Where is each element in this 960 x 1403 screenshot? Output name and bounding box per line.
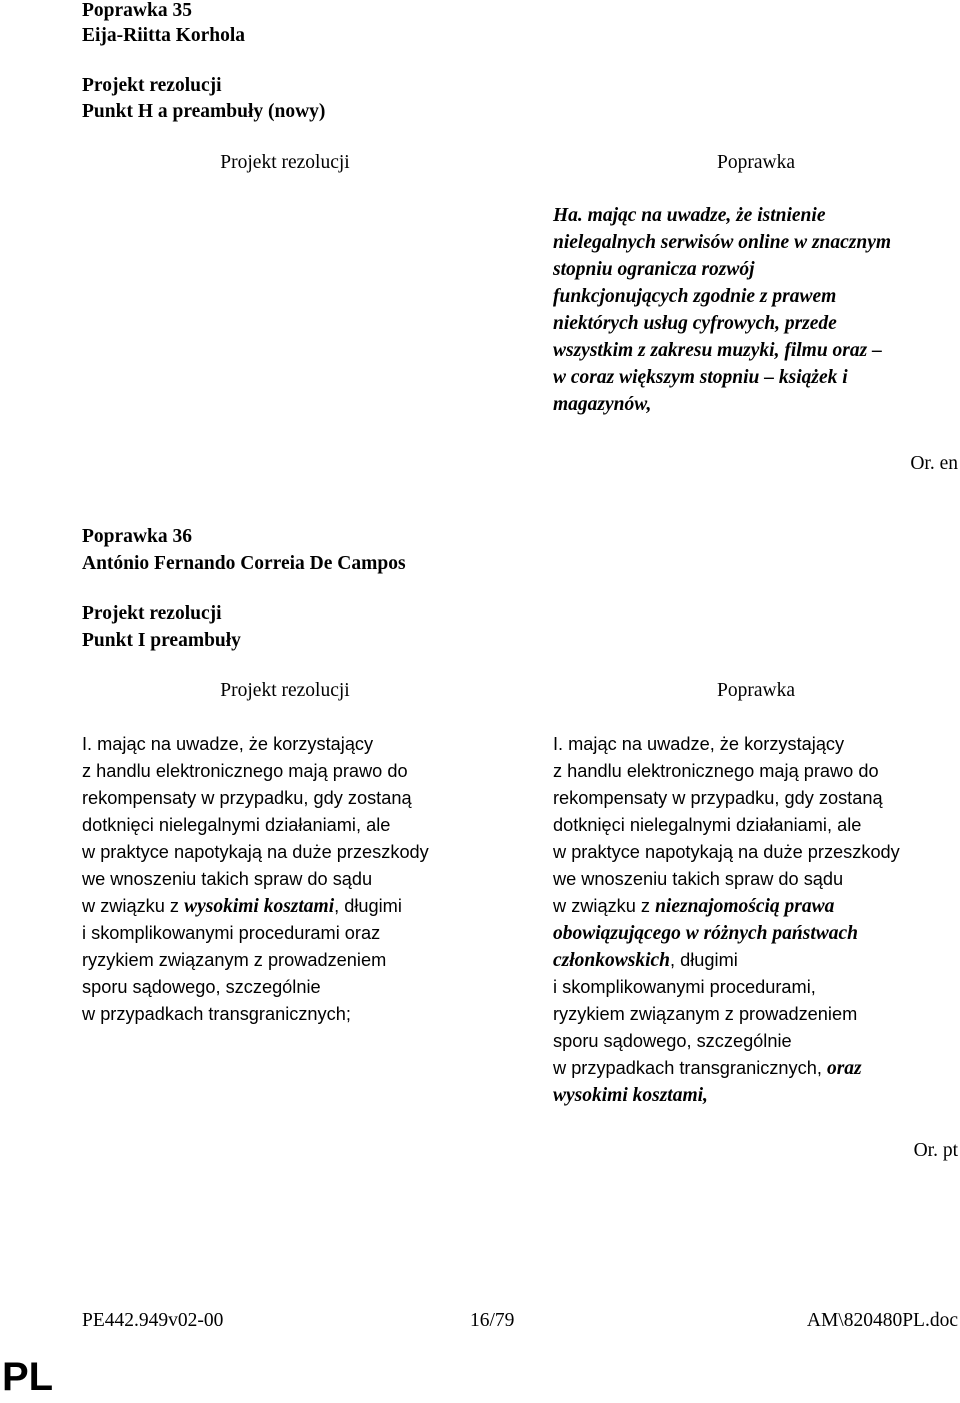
emphasised-text: wysokimi kosztami (184, 896, 335, 917)
amendment-36-original-language: Or. pt (913, 1140, 958, 1161)
text-segment: we wnoszeniu takich spraw do sądu (553, 869, 844, 889)
amendment-35-number: Poprawka 35 (82, 0, 192, 21)
amendment-36-amended-text (553, 731, 900, 1109)
text-segment: ryzykiem związanym z prowadzeniem (82, 950, 387, 970)
amendment-36-original-text (82, 731, 429, 1028)
amendment-36-left-column-heading: Projekt rezolucji (220, 680, 350, 701)
amendment-35-left-column-heading: Projekt rezolucji (220, 152, 350, 173)
footer-page-number: 16/79 (470, 1310, 515, 1331)
text-line (553, 785, 900, 812)
text-line (553, 839, 900, 866)
text-line (82, 947, 429, 974)
text-segment: i skomplikowanymi procedurami oraz (82, 923, 381, 943)
text-line (82, 893, 429, 920)
text-line (82, 1001, 429, 1028)
text-segment: z handlu elektronicznego mają prawo do (82, 761, 408, 781)
emphasised-text: wysokimi kosztami, (553, 1085, 708, 1106)
footer-file-name: AM\820480PL.doc (806, 1310, 958, 1331)
amendment-35-point: Punkt H a preambuły (nowy) (82, 101, 326, 122)
text-segment: w przypadkach transgranicznych; (82, 1004, 351, 1024)
text-segment: dotknięci nielegalnymi działaniami, ale (553, 815, 862, 835)
text-line (553, 947, 900, 974)
text-line (82, 758, 429, 785)
text-line: niektórych usług cyfrowych, przede (553, 313, 837, 334)
text-line (553, 893, 900, 920)
emphasised-text: oraz (826, 1058, 862, 1079)
text-line (553, 1055, 900, 1082)
text-line (553, 812, 900, 839)
amendment-35-amended-text (553, 202, 891, 418)
text-line (553, 920, 900, 947)
text-segment: I. mając na uwadze, że korzystający (553, 734, 845, 754)
text-segment: w związku z (553, 896, 656, 916)
emphasised-text: członkowskich (553, 950, 671, 971)
amendment-36-right-column-heading: Poprawka (717, 680, 795, 701)
text-line: nielegalnych serwisów online w znacznym (553, 232, 892, 253)
text-line (553, 974, 900, 1001)
amendment-36-doc: Projekt rezolucji (82, 603, 222, 624)
text-line (82, 812, 429, 839)
text-line (82, 785, 429, 812)
text-line (553, 866, 900, 893)
text-segment: rekompensaty w przypadku, gdy zostaną (82, 788, 412, 808)
amendment-36-number: Poprawka 36 (82, 526, 192, 547)
text-line (82, 866, 429, 893)
text-segment: rekompensaty w przypadku, gdy zostaną (553, 788, 883, 808)
text-segment: w związku z (82, 896, 185, 916)
text-line (82, 839, 429, 866)
text-segment: ryzykiem związanym z prowadzeniem (553, 1004, 858, 1024)
text-line: Ha. mając na uwadze, że istnienie (553, 205, 826, 226)
text-line (553, 731, 900, 758)
amendment-36-author: António Fernando Correia De Campos (82, 553, 406, 574)
text-line: funkcjonujących zgodnie z prawem (553, 286, 837, 307)
text-segment: , długimi (670, 950, 738, 970)
text-segment: I. mając na uwadze, że korzystający (82, 734, 374, 754)
emphasised-text: obowiązującego w różnych państwach (553, 923, 859, 944)
amendment-35-original-language: Or. en (910, 453, 958, 474)
amendment-35-author: Eija-Riitta Korhola (82, 25, 246, 46)
text-segment: sporu sądowego, szczególnie (82, 977, 321, 997)
text-segment: w praktyce napotykają na duże przeszkody (553, 842, 900, 862)
text-line: magazynów, (553, 394, 652, 415)
text-line (82, 920, 429, 947)
amendment-35-doc: Projekt rezolucji (82, 75, 222, 96)
text-line (553, 1001, 900, 1028)
amendment-35-right-column-heading: Poprawka (717, 152, 795, 173)
text-segment: dotknięci nielegalnymi działaniami, ale (82, 815, 391, 835)
text-segment: w przypadkach transgranicznych, (553, 1058, 827, 1078)
text-line: w coraz większym stopniu – książek i (553, 367, 848, 388)
text-line (553, 1028, 900, 1055)
footer-reference: PE442.949v02-00 (82, 1310, 224, 1331)
text-segment: sporu sądowego, szczególnie (553, 1031, 792, 1051)
text-segment: i skomplikowanymi procedurami, (553, 977, 816, 997)
footer-language-code: PL (2, 1355, 54, 1399)
text-line (553, 1082, 900, 1109)
text-line: wszystkim z zakresu muzyki, filmu oraz – (553, 340, 882, 361)
text-segment: we wnoszeniu takich spraw do sądu (82, 869, 373, 889)
text-line: stopniu ogranicza rozwój (553, 259, 755, 280)
amendment-36-point: Punkt I preambuły (82, 630, 241, 651)
text-line (553, 758, 900, 785)
emphasised-text: nieznajomością prawa (655, 896, 835, 917)
text-line (82, 974, 429, 1001)
text-segment: , długimi (334, 896, 402, 916)
text-segment: w praktyce napotykają na duże przeszkody (82, 842, 429, 862)
text-line (82, 731, 429, 758)
text-segment: z handlu elektronicznego mają prawo do (553, 761, 879, 781)
